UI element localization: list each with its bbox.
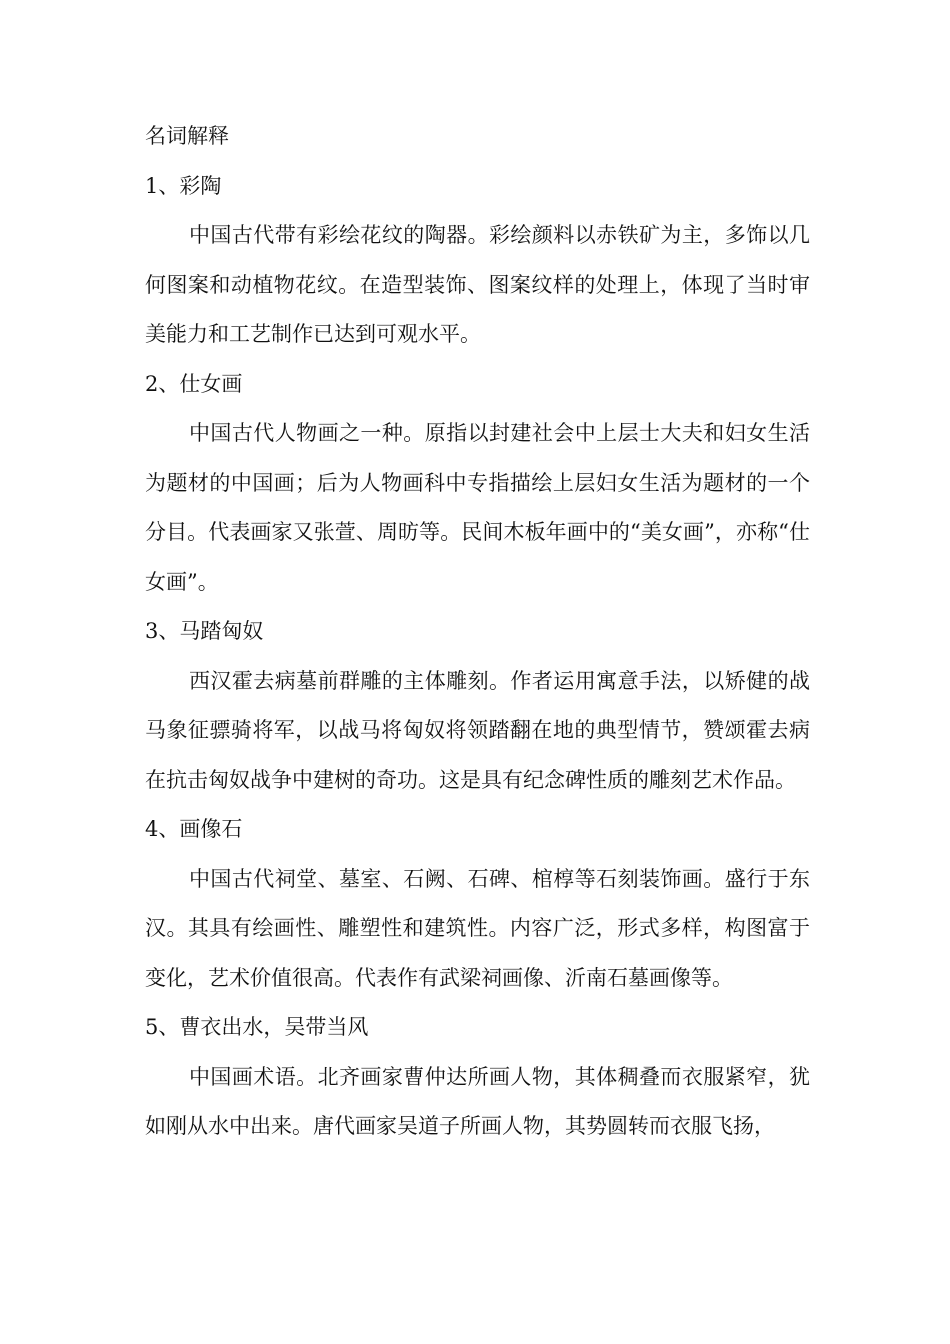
entry-title-5: 5、曹衣出水，吴带当风: [145, 1015, 369, 1039]
entry-title-2: 2、仕女画: [145, 371, 243, 396]
entry-body-1: 中国古代带有彩绘花纹的陶器。彩绘颜料以赤铁矿为主，多饰以几何图案和动植物花纹。在造型装饰、图案纹样的处理上，体现了当时审美能力和工艺制作已达到可观水平。: [145, 223, 810, 346]
entry-body-5: 中国画术语。北齐画家曹仲达所画人物，其体稠叠而衣服紧窄，犹如刚从水中出来。唐代画家吴道子所画人物，其势圆转而衣服飞扬，: [145, 1064, 810, 1138]
document-page: [145, 112, 810, 1152]
entry-body-4: 中国古代祠堂、墓室、石阙、石碑、棺椁等石刻装饰画。盛行于东汉。其具有绘画性、雕塑性和建筑性。内容广泛，形式多样，构图富于变化，艺术价值很高。代表作有武梁祠画像、沂南石墓画像等。: [145, 866, 810, 990]
entry-body-3: 西汉霍去病墓前群雕的主体雕刻。作者运用寓意手法，以矫健的战马象征骠骑将军，以战马将匈奴将领踏翻在地的典型情节，赞颂霍去病在抗击匈奴战争中建树的奇功。这是具有纪念碑性质的雕刻艺术作品。: [145, 668, 810, 792]
entry-body-2: 中国古代人物画之一种。原指以封建社会中上层士大夫和妇女生活为题材的中国画；后为人物画科中专指描绘上层妇女生活为题材的一个分目。代表画家又张萱、周昉等。民间木板年画中的“美女画”，亦称“仕女画”。: [145, 421, 810, 594]
document-heading: 名词解释: [145, 124, 229, 148]
entry-title-1: 1、彩陶: [145, 173, 222, 198]
entry-title-4: 4、画像石: [145, 817, 243, 841]
entry-title-3: 3、马踏匈奴: [145, 619, 264, 643]
